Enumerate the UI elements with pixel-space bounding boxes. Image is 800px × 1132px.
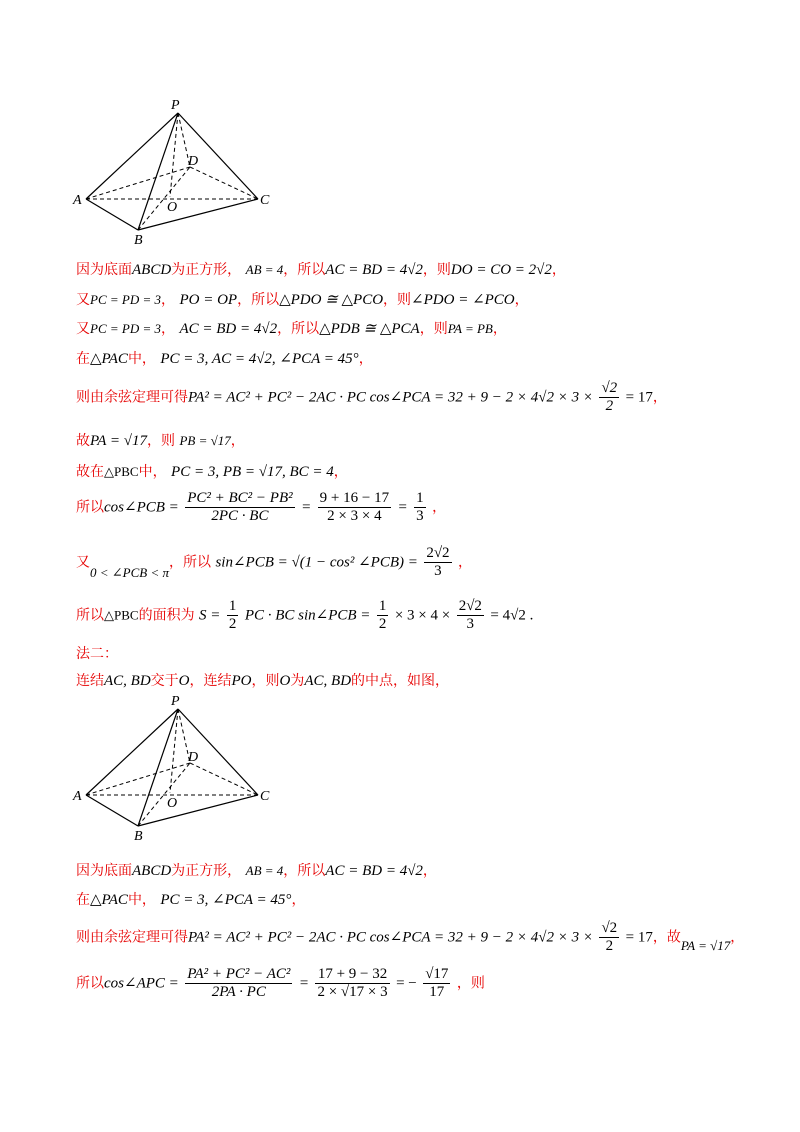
solution-line-13: 因为底面ABCD为正方形， AB = 4，所以AC = BD = 4√2， — [76, 863, 437, 879]
fraction-two-root2-over-3: $\frac{2√2}{3}$ — [458, 598, 482, 632]
solution-line-3: 又PC = PD = 3， AC = BD = 4√2，所以△PDB ≅ △PCA，则PA = PB， — [76, 321, 507, 337]
solution-line-1: 因为底面ABCD为正方形， AB = 4，所以AC = BD = 4√2，则DO = CO = 2√2， — [76, 262, 566, 278]
label-a: A — [73, 193, 82, 208]
label-c-2: C — [260, 789, 270, 804]
fraction-sqrt2-over-2-b: $\frac{√2}{2}$ — [601, 920, 618, 954]
solution-line-15: 则由余弦定理可得PA² = AC² + PC² − 2AC · PC cos∠PCA = 32 + 9 − 2 × 4√2 × 3 × $\frac{√2}{2}$ = 17，故PA = √17， — [76, 920, 745, 954]
fraction-half-1: $\frac{1}{2}$ — [228, 598, 237, 632]
solution-line-10: 所以△PBC的面积为 S = $\frac{1}{2}$ PC · BC sin∠PCB = $\frac{1}{2}$ × 3 × 4 × $\frac{2√2}{3}$ = 4√2 . — [76, 598, 534, 632]
solution-line-6: 故PA = √17，则 PB = √17， — [76, 433, 245, 449]
edge-ab — [86, 199, 138, 230]
solution-line-7: 故在△PBC中， PC = 3, PB = √17, BC = 4， — [76, 464, 348, 480]
label-b: B — [134, 233, 143, 248]
fraction-sin-value: $\frac{2√2}{3}$ — [426, 545, 450, 579]
fraction-cos-apc-formula: $\frac{\text{PA² + PC² − AC²}}{2PA \cdot PC}$ — [187, 966, 291, 1000]
edge-ab-2 — [86, 795, 138, 826]
solution-line-12: 连结AC, BD交于O，连结PO，则O为AC, BD的中点，如图， — [76, 673, 450, 689]
edge-pa-2 — [86, 709, 178, 795]
label-p-2: P — [171, 694, 180, 709]
fraction-cos-formula: $\frac{\text{PC² + BC² − PB²}}{2PC \cdot BC}$ — [187, 490, 293, 524]
label-o: O — [167, 200, 178, 215]
edge-bc-2 — [138, 795, 258, 826]
solution-line-2: 又PC = PD = 3， PO = OP，所以△PDO ≅ △PCO，则∠PDO = ∠PCO， — [76, 292, 529, 308]
pyramid-diagram-2 — [70, 693, 280, 848]
edge-pa — [86, 113, 178, 199]
solution-line-9: 又0 < ∠PCB < π，所以 sin∠PCB = √(1 − cos² ∠PCB) = $\frac{2√2}{3}$ ， — [76, 545, 472, 580]
pyramid-diagram — [70, 95, 280, 250]
fraction-cos-values: $\frac{9 + 16 - 17}{2 \times 3 \times 4}$ — [319, 490, 390, 524]
solution-line-8: 所以cos∠PCB = $\frac{\text{PC² + BC² − PB²}}{2PC \cdot BC}$ = $\frac{9 + 16 - 17}{2 \times 3 \times 4}$ = $\frac{1}{3}$ ， — [76, 490, 447, 524]
label-p: P — [171, 98, 180, 113]
fraction-half-2: $\frac{1}{2}$ — [378, 598, 387, 632]
pyramid-figure-1 — [70, 95, 280, 250]
edge-bc — [138, 199, 258, 230]
edge-ad — [86, 167, 190, 199]
solution-line-5: 则由余弦定理可得PA² = AC² + PC² − 2AC · PC cos∠PCA = 32 + 9 − 2 × 4√2 × 3 × $\frac{√2}{2}$ = 17， — [76, 380, 667, 414]
label-b-2: B — [134, 829, 143, 844]
fraction-cos-apc-values: $\frac{17 + 9 - 32}{2 \times √17 \times 3}$ — [317, 966, 388, 1000]
edge-dc-2 — [190, 763, 258, 795]
label-c: C — [260, 193, 270, 208]
label-d: D — [188, 154, 199, 169]
fraction-one-third: $\frac{1}{3}$ — [416, 490, 424, 524]
solution-line-4: 在△PAC中， PC = 3, AC = 4√2, ∠PCA = 45°， — [76, 351, 373, 367]
fraction-sqrt2-over-2: $\frac{√2}{2}$ — [601, 380, 618, 414]
edge-ad-2 — [86, 763, 190, 795]
solution-line-14: 在△PAC中， PC = 3, ∠PCA = 45°， — [76, 892, 306, 908]
fraction-root17-over-17: $\frac{√17}{17}$ — [425, 966, 449, 1000]
method-two-heading: 法二： — [76, 646, 118, 662]
label-d-2: D — [188, 750, 199, 765]
solution-line-16: 所以cos∠APC = $\frac{\text{PA² + PC² − AC²}}{2PA \cdot PC}$ = $\frac{17 + 9 - 32}{2 \times √17 \times 3}$ = − $\frac{√17}{17}$ ，则 — [76, 966, 485, 1000]
label-a-2: A — [73, 789, 82, 804]
edge-dc — [190, 167, 258, 199]
pyramid-figure-2 — [70, 693, 280, 848]
label-o-2: O — [167, 796, 178, 811]
